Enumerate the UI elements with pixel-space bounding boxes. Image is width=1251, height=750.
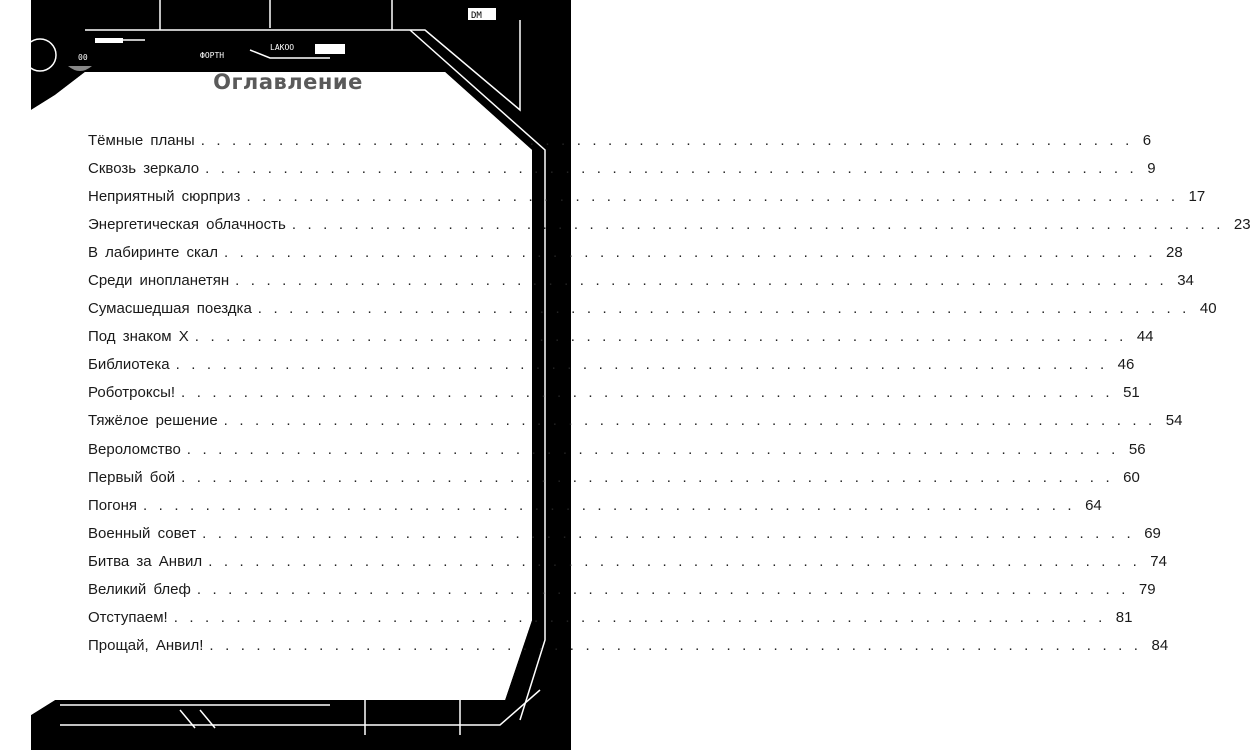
toc-entry-page: 6 bbox=[1142, 131, 1152, 149]
toc-entry-page: 40 bbox=[1199, 300, 1217, 318]
toc-entry-page: 81 bbox=[1115, 609, 1133, 627]
toc-entry-page: 23 bbox=[1233, 215, 1251, 233]
toc-entry-page: 54 bbox=[1165, 412, 1183, 430]
leader-dots: ............................................................ bbox=[223, 243, 1165, 261]
toc-entry-title: Погоня bbox=[88, 496, 138, 514]
toc-entry[interactable] bbox=[88, 295, 1217, 323]
toc-entry[interactable] bbox=[88, 547, 1167, 575]
frame-label-00: 00 bbox=[78, 53, 88, 62]
toc-entry[interactable] bbox=[88, 519, 1161, 547]
leader-dots: ............................................................ bbox=[208, 552, 1149, 570]
leader-dots: ............................................................ bbox=[186, 440, 1127, 458]
toc-entry-page: 64 bbox=[1085, 496, 1102, 514]
toc-entry-title: Роботроксы! bbox=[88, 384, 176, 402]
toc-entry-page: 44 bbox=[1136, 328, 1154, 346]
toc-entry-title: Тёмные планы bbox=[88, 131, 195, 149]
toc-entry[interactable] bbox=[88, 238, 1183, 266]
toc-entry-title: Военный совет bbox=[88, 524, 197, 542]
toc-entry[interactable] bbox=[88, 154, 1156, 182]
frame-label-corner: DM bbox=[471, 11, 482, 21]
toc-entry-page: 60 bbox=[1123, 468, 1140, 486]
toc-entry-title: Первый бой bbox=[88, 468, 176, 486]
toc-entry[interactable] bbox=[88, 576, 1156, 604]
toc-entry-page: 46 bbox=[1117, 356, 1135, 374]
toc-entry[interactable] bbox=[88, 126, 1152, 154]
toc-entry-title: В лабиринте скал bbox=[88, 243, 218, 261]
toc-entry-page: 74 bbox=[1150, 552, 1167, 570]
toc-entry-page: 69 bbox=[1144, 524, 1161, 542]
toc-entry-title: Сквозь зеркало bbox=[88, 159, 200, 177]
toc-entry-page: 17 bbox=[1188, 187, 1206, 205]
toc-entry-title: Отступаем! bbox=[88, 609, 168, 627]
table-of-contents bbox=[88, 126, 1251, 660]
leader-dots: ............................................................ bbox=[181, 468, 1122, 486]
toc-entry-title: Энергетическая облачность bbox=[88, 215, 286, 233]
toc-entry-page: 56 bbox=[1128, 440, 1146, 458]
toc-entry[interactable] bbox=[88, 266, 1194, 294]
leader-dots: ............................................................ bbox=[143, 496, 1084, 514]
toc-entry[interactable] bbox=[88, 210, 1251, 238]
toc-entry-title: Библиотека bbox=[88, 356, 170, 374]
toc-entry[interactable] bbox=[88, 351, 1135, 379]
leader-dots: ............................................................ bbox=[246, 187, 1187, 205]
toc-entry-page: 51 bbox=[1123, 384, 1140, 402]
toc-entry-page: 84 bbox=[1151, 637, 1169, 655]
toc-entry[interactable] bbox=[88, 323, 1154, 351]
frame-label-right: LAKOO bbox=[270, 43, 295, 52]
toc-entry[interactable] bbox=[88, 632, 1169, 660]
toc-entry-title: Сумасшедшая поездка bbox=[88, 300, 252, 318]
toc-entry-title: Тяжёлое решение bbox=[88, 412, 218, 430]
leader-dots: ............................................................ bbox=[257, 300, 1198, 318]
toc-entry-title: Неприятный сюрприз bbox=[88, 187, 241, 205]
toc-entry-page: 28 bbox=[1166, 243, 1183, 261]
toc-entry[interactable] bbox=[88, 407, 1183, 435]
leader-dots: ............................................................ bbox=[175, 356, 1116, 374]
toc-entry[interactable] bbox=[88, 379, 1140, 407]
leader-dots: ............................................................ bbox=[181, 384, 1122, 402]
toc-entry[interactable] bbox=[88, 463, 1140, 491]
leader-dots: ............................................................ bbox=[196, 581, 1137, 599]
toc-entry[interactable] bbox=[88, 604, 1133, 632]
leader-dots: ............................................................ bbox=[173, 609, 1114, 627]
toc-entry-title: Великий блеф bbox=[88, 581, 191, 599]
leader-dots: ............................................................ bbox=[202, 524, 1143, 542]
leader-dots: ............................................................ bbox=[209, 637, 1150, 655]
toc-entry[interactable] bbox=[88, 435, 1146, 463]
toc-entry[interactable] bbox=[88, 182, 1206, 210]
leader-dots: ............................................................ bbox=[194, 328, 1135, 346]
toc-entry-title: Среди инопланетян bbox=[88, 272, 230, 290]
frame-label-mid: ФОРТН bbox=[200, 51, 225, 60]
toc-entry-title: Под знаком Х bbox=[88, 328, 189, 346]
leader-dots: ............................................................ bbox=[291, 215, 1232, 233]
toc-entry-page: 79 bbox=[1138, 581, 1156, 599]
leader-dots: ............................................................ bbox=[223, 412, 1164, 430]
leader-dots: ............................................................ bbox=[235, 272, 1176, 290]
toc-entry-title: Битва за Анвил bbox=[88, 552, 203, 570]
toc-entry[interactable] bbox=[88, 491, 1102, 519]
toc-entry-page: 34 bbox=[1177, 272, 1194, 290]
toc-entry-page: 9 bbox=[1147, 159, 1156, 177]
toc-entry-title: Прощай, Анвил! bbox=[88, 637, 204, 655]
toc-entry-title: Вероломство bbox=[88, 440, 181, 458]
leader-dots: ............................................................ bbox=[205, 159, 1146, 177]
page-title: Оглавление bbox=[213, 70, 363, 94]
leader-dots: ............................................................ bbox=[200, 131, 1141, 149]
